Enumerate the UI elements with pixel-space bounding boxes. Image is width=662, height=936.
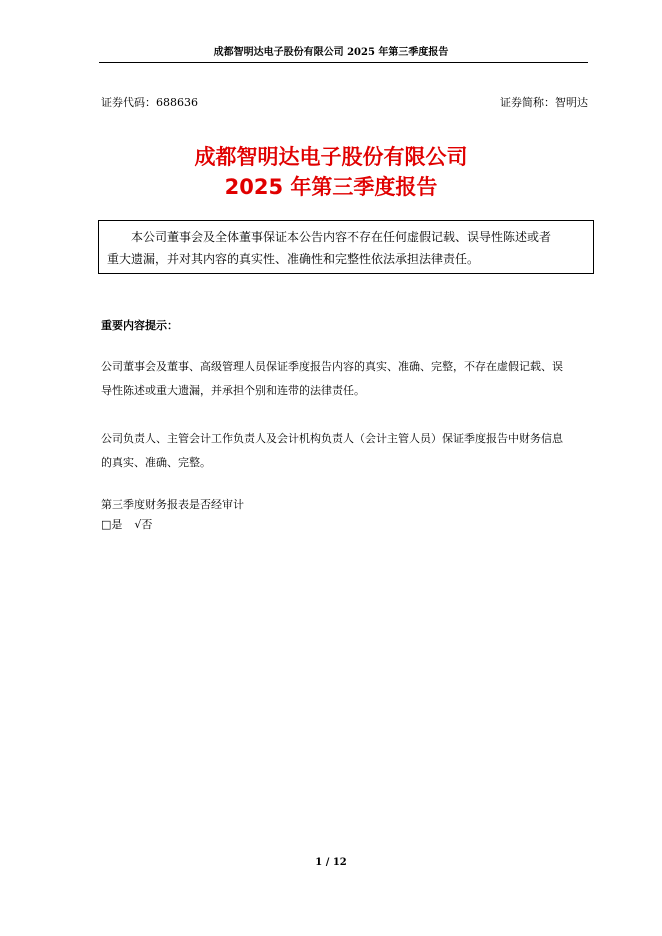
paragraph-line: 的真实、准确、完整。 bbox=[101, 456, 211, 469]
audit-question: 第三季度财务报表是否经审计 bbox=[101, 498, 244, 511]
stock-code: 证券代码：688636 bbox=[101, 96, 198, 109]
audit-option-no: √否 bbox=[134, 518, 153, 531]
stock-short-name: 证券简称：智明达 bbox=[500, 96, 588, 109]
paragraph-line: 导性陈述或重大遗漏，并承担个别和连带的法律责任。 bbox=[101, 384, 365, 397]
document-title-report: 2025 年第三季度报告 bbox=[224, 175, 438, 199]
running-header-title: 成都智明达电子股份有限公司 2025 年第三季度报告 bbox=[213, 47, 449, 58]
board-guarantee-notice bbox=[98, 220, 594, 274]
notice-line-2: 重大遗漏，并对其内容的真实性、准确性和完整性依法承担法律责任。 bbox=[107, 252, 480, 266]
header-divider bbox=[99, 62, 588, 63]
audit-option-yes: □是 bbox=[101, 518, 123, 531]
management-guarantee-paragraph bbox=[101, 355, 591, 403]
important-notice-heading: 重要内容提示： bbox=[101, 319, 178, 332]
audit-options bbox=[101, 516, 152, 534]
notice-line-1: 本公司董事会及全体董事保证本公告内容不存在任何虚假记载、误导性陈述或者 bbox=[131, 230, 552, 244]
document-title-company: 成都智明达电子股份有限公司 bbox=[194, 145, 468, 169]
financial-info-guarantee-paragraph bbox=[101, 427, 591, 475]
paragraph-line: 公司董事会及董事、高级管理人员保证季度报告内容的真实、准确、完整，不存在虚假记载、误 bbox=[101, 360, 563, 373]
paragraph-line: 公司负责人、主管会计工作负责人及会计机构负责人（会计主管人员）保证季度报告中财务信息 bbox=[101, 432, 563, 445]
page-number: 1 / 12 bbox=[315, 857, 347, 868]
